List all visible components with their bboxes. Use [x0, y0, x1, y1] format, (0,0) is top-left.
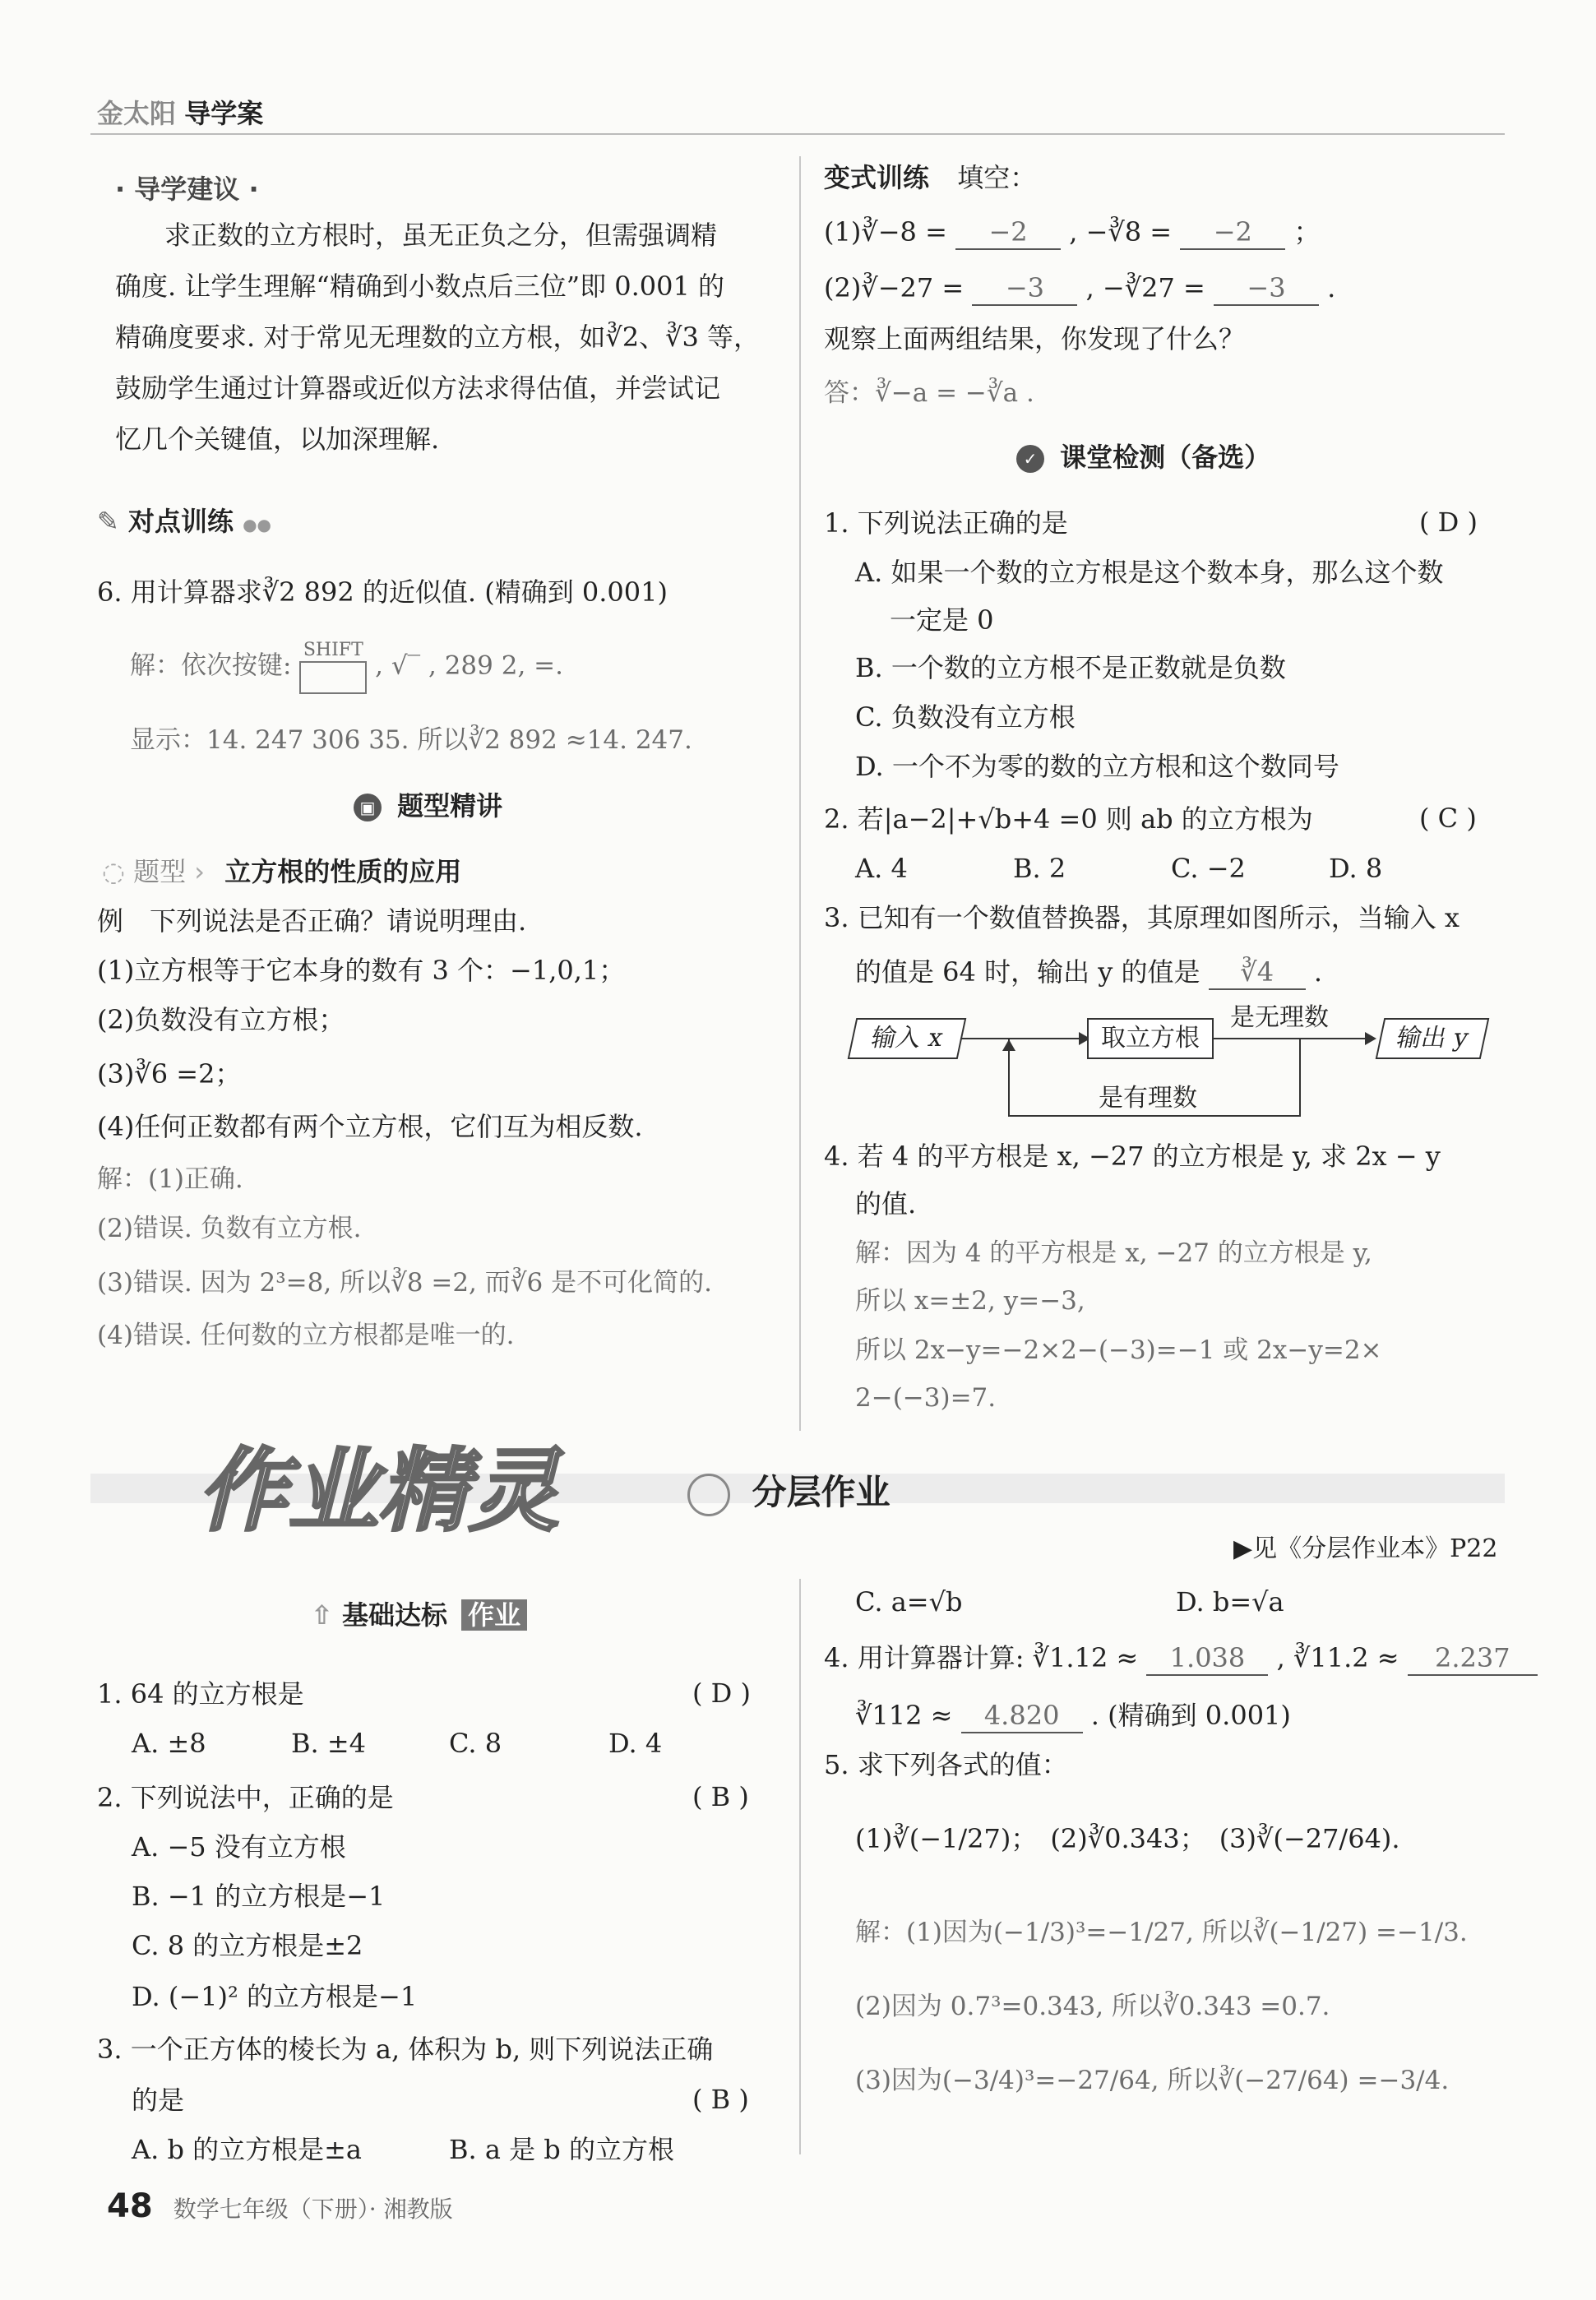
practice-title: 对点训练: [127, 506, 234, 537]
shift-key-label: SHIFT: [303, 640, 363, 660]
hw-q3-line2: 的是: [132, 2085, 185, 2116]
q6-solve-suffix: , √‾ , 289 2, =.: [375, 650, 563, 681]
v2-answer-1: −3: [972, 271, 1077, 306]
hw-q1-D: D. 4: [608, 1728, 663, 1759]
hw-q4-line2: [855, 1699, 1291, 1733]
check-q2-B: B. 2: [1013, 853, 1066, 884]
check-q1-A-line2: 一定是 0: [890, 604, 994, 636]
flow-input-box: 输入 x: [848, 1018, 967, 1059]
flow-rational-label: 是有理数: [1099, 1084, 1197, 1113]
flow-loop-head: [1002, 1039, 1015, 1051]
hw-q3-answer: ( B ): [692, 2084, 749, 2115]
flow-arrow-2-head: [1365, 1032, 1376, 1045]
check-q4-solve-2: 所以 x=±2, y=−3,: [855, 1286, 1085, 1316]
v1-answer-1: −2: [955, 215, 1061, 250]
v2-mid: , −∛27 =: [1085, 272, 1205, 303]
advice-line-5: 忆几个关键值，以加深理解.: [115, 423, 440, 455]
homework-icon: [687, 1474, 730, 1516]
example-item-4: (4)任何正数都有两个立方根，它们互为相反数.: [97, 1111, 643, 1142]
hw-q4-answer-3: 4.820: [961, 1699, 1083, 1733]
pencil-icon: ✎: [97, 506, 119, 537]
hw-q2-D: D. (−1)² 的立方根是−1: [132, 1981, 418, 2012]
homework-heading: [687, 1472, 891, 1516]
v2-prefix: (2)∛−27 =: [824, 272, 965, 303]
variant-title: 变式训练: [824, 162, 930, 193]
example-item-2: (2)负数没有立方根；: [97, 1004, 345, 1035]
type-title: 题型精讲: [397, 790, 503, 821]
hw-q2-B: B. −1 的立方根是−1: [132, 1881, 386, 1912]
check-q1-answer: ( D ): [1419, 507, 1478, 538]
example-answer-3: (3)错误. 因为 2³=8, 所以∛8 =2, 而∛6 是不可化简的.: [97, 1268, 712, 1298]
check-q3-line2: [855, 956, 1322, 990]
dots-icon: ●●: [243, 515, 272, 535]
hw-q5-solve-1: 解：(1)因为(−1/3)³=−1/27, 所以∛(−1/27) =−1/3.: [855, 1918, 1468, 1947]
check-q2-answer: ( C ): [1419, 803, 1477, 834]
v2-answer-2: −3: [1214, 271, 1319, 306]
header-rule: [90, 133, 1505, 135]
q6-solve: [130, 640, 563, 694]
observe-question: 观察上面两组结果，你发现了什么？: [824, 323, 1246, 354]
example-item-3: (3)∛6 =2；: [97, 1058, 242, 1090]
check-q2-D: D. 8: [1329, 853, 1383, 884]
variant-2: [824, 271, 1335, 306]
variant-1: [824, 215, 1320, 250]
q6-display: 显示：14. 247 306 35. 所以∛2 892 ≈14. 247.: [130, 725, 692, 755]
hw-q5-solve-3: (3)因为(−3/4)³=−27/64, 所以∛(−27/64) =−3/4.: [855, 2066, 1450, 2095]
advice-line-3: 精确度要求. 对于常见无理数的立方根，如∛2、∛3 等，: [115, 322, 761, 353]
hw-q5-items: (1)∛(−1/27)； (2)∛0.343； (3)∛(−27/64).: [855, 1823, 1400, 1854]
header-brand: 金太阳: [97, 98, 177, 129]
basic-title: 基础达标: [341, 1599, 447, 1631]
check-q1-D: D. 一个不为零的数的立方根和这个数同号: [855, 751, 1339, 782]
variant-heading: [824, 161, 1036, 194]
hw-q3-B: B. a 是 b 的立方根: [449, 2134, 674, 2165]
page-number: 48: [107, 2187, 153, 2225]
hw-q4-l2-end: . (精确到 0.001): [1090, 1700, 1291, 1731]
type-label-icon: ◌: [102, 856, 125, 887]
check-q3-answer: ∛4: [1209, 956, 1306, 990]
homework-banner: 作业精灵: [197, 1438, 559, 1543]
check-q4-solve-1: 解：因为 4 的平方根是 x, −27 的立方根是 y,: [855, 1238, 1372, 1268]
check-q2: 2. 若|a−2|+√b+4 =0 则 ab 的立方根为: [824, 803, 1313, 835]
check-q1-B: B. 一个数的立方根不是正数就是负数: [855, 652, 1286, 683]
class-title: 课堂检测（备选）: [1060, 442, 1271, 473]
v1-end: ；: [1293, 216, 1321, 248]
type-heading: [354, 789, 502, 822]
header: [97, 97, 263, 130]
check-q4-solve-4: 2−(−3)=7.: [855, 1383, 997, 1413]
hw-q3-A: A. b 的立方根是±a: [132, 2134, 363, 2165]
hw-q4-mid: , ∛11.2 ≈: [1276, 1642, 1399, 1673]
check-q3-line1: 3. 已知有一个数值替换器，其原理如图所示，当输入 x: [824, 902, 1460, 933]
check-q1-A-line1: A. 如果一个数的立方根是这个数本身，那么这个数: [855, 557, 1444, 588]
example-answer-1: 解：(1)正确.: [97, 1164, 243, 1194]
observe-answer: 答：∛−a = −∛a .: [824, 378, 1034, 408]
type-icon: ▣: [354, 794, 382, 821]
hw-q2-answer: ( B ): [692, 1781, 749, 1812]
hw-q2: 2. 下列说法中，正确的是: [97, 1782, 394, 1813]
check-q2-C: C. −2: [1171, 853, 1246, 884]
flow-output-box: 输出 y: [1376, 1018, 1490, 1059]
check-q2-A: A. 4: [855, 853, 908, 884]
v1-prefix: (1)∛−8 =: [824, 216, 947, 248]
homework-reference: ▶见《分层作业本》P22: [1233, 1534, 1498, 1563]
basic-tag: 作业: [461, 1599, 527, 1631]
hw-q1-B: B. ±4: [291, 1728, 367, 1759]
variant-fill: 填空：: [957, 162, 1037, 193]
v2-end: .: [1327, 272, 1336, 303]
check-q4-solve-3: 所以 2x−y=−2×2−(−3)=−1 或 2x−y=2×: [855, 1335, 1382, 1365]
flow-cube-root-box: 取立方根: [1087, 1018, 1214, 1059]
q6-solve-prefix: 解：依次按键:: [130, 650, 292, 681]
hw-q3-C: C. a=√b: [855, 1586, 963, 1617]
example-answer-4: (4)错误. 任何数的立方根都是唯一的.: [97, 1321, 515, 1350]
type-row: [102, 855, 461, 888]
homework-column-divider: [799, 1579, 801, 2154]
hw-q1: 1. 64 的立方根是: [97, 1678, 304, 1710]
footer: [107, 2187, 453, 2225]
header-title: 导学案: [184, 98, 264, 129]
check-q1-C: C. 负数没有立方根: [855, 701, 1076, 733]
hw-q4-prefix: 4. 用计算器计算: ∛1.12 ≈: [824, 1642, 1139, 1673]
chevron-right-icon: ›: [194, 856, 206, 887]
hw-q1-answer: ( D ): [692, 1678, 751, 1709]
hw-q2-A: A. −5 没有立方根: [132, 1831, 346, 1863]
hw-q4-line1: [824, 1641, 1538, 1676]
up-arrow-icon: ⇧: [311, 1599, 333, 1631]
v1-answer-2: −2: [1180, 215, 1285, 250]
check-q4-line1: 4. 若 4 的平方根是 x, −27 的立方根是 y, 求 2x − y: [824, 1141, 1441, 1172]
book-info: 数学七年级（下册）· 湘教版: [173, 2196, 453, 2223]
class-icon: ✓: [1016, 445, 1044, 473]
v1-mid: , −∛8 =: [1069, 216, 1173, 248]
check-q3-end: .: [1313, 956, 1323, 988]
advice-line-2: 确度. 让学生理解“精确到小数点后三位”即 0.001 的: [115, 271, 725, 302]
check-q4-line2: 的值.: [855, 1188, 917, 1219]
hw-q5: 5. 求下列各式的值：: [824, 1749, 1068, 1780]
flow-irrational-label: 是无理数: [1230, 1003, 1329, 1032]
hw-q4-l2-prefix: ∛112 ≈: [855, 1700, 953, 1731]
hw-q1-A: A. ±8: [132, 1728, 206, 1759]
hw-q2-C: C. 8 的立方根是±2: [132, 1930, 363, 1961]
example-prompt: 例 下列说法是否正确？请说明理由.: [97, 905, 527, 937]
hw-q3-D: D. b=√a: [1176, 1586, 1284, 1617]
shift-key: [299, 640, 367, 694]
shift-key-box: [299, 661, 367, 694]
hw-q1-C: C. 8: [449, 1728, 502, 1759]
hw-q4-answer-1: 1.038: [1146, 1641, 1268, 1676]
type-name: 立方根的性质的应用: [224, 856, 462, 887]
example-answer-2: (2)错误. 负数有立方根.: [97, 1214, 362, 1243]
hw-q5-solve-2: (2)因为 0.7³=0.343, 所以∛0.343 =0.7.: [855, 1992, 1330, 2021]
check-q3-text: 的值是 64 时，输出 y 的值是: [855, 956, 1200, 988]
homework-title: 分层作业: [752, 1472, 891, 1512]
practice-heading: [97, 505, 271, 541]
class-heading: [1016, 441, 1270, 474]
question-6: 6. 用计算器求∛2 892 的近似值. (精确到 0.001): [97, 576, 668, 608]
hw-q4-answer-2: 2.237: [1408, 1641, 1538, 1676]
example-item-1: (1)立方根等于它本身的数有 3 个：−1,0,1；: [97, 955, 626, 986]
advice-title: · 导学建议 ·: [115, 174, 259, 205]
basic-heading: [311, 1599, 527, 1631]
check-q1: 1. 下列说法正确的是: [824, 507, 1068, 539]
hw-q3-line1: 3. 一个正方体的棱长为 a, 体积为 b, 则下列说法正确: [97, 2034, 714, 2065]
column-divider: [799, 156, 801, 1431]
advice-line-4: 鼓励学生通过计算器或近似方法求得估值，并尝试记: [115, 373, 721, 404]
advice-line-1: 求正数的立方根时，虽无正负之分，但需强调精: [164, 220, 718, 251]
type-label: 题型: [133, 856, 187, 887]
